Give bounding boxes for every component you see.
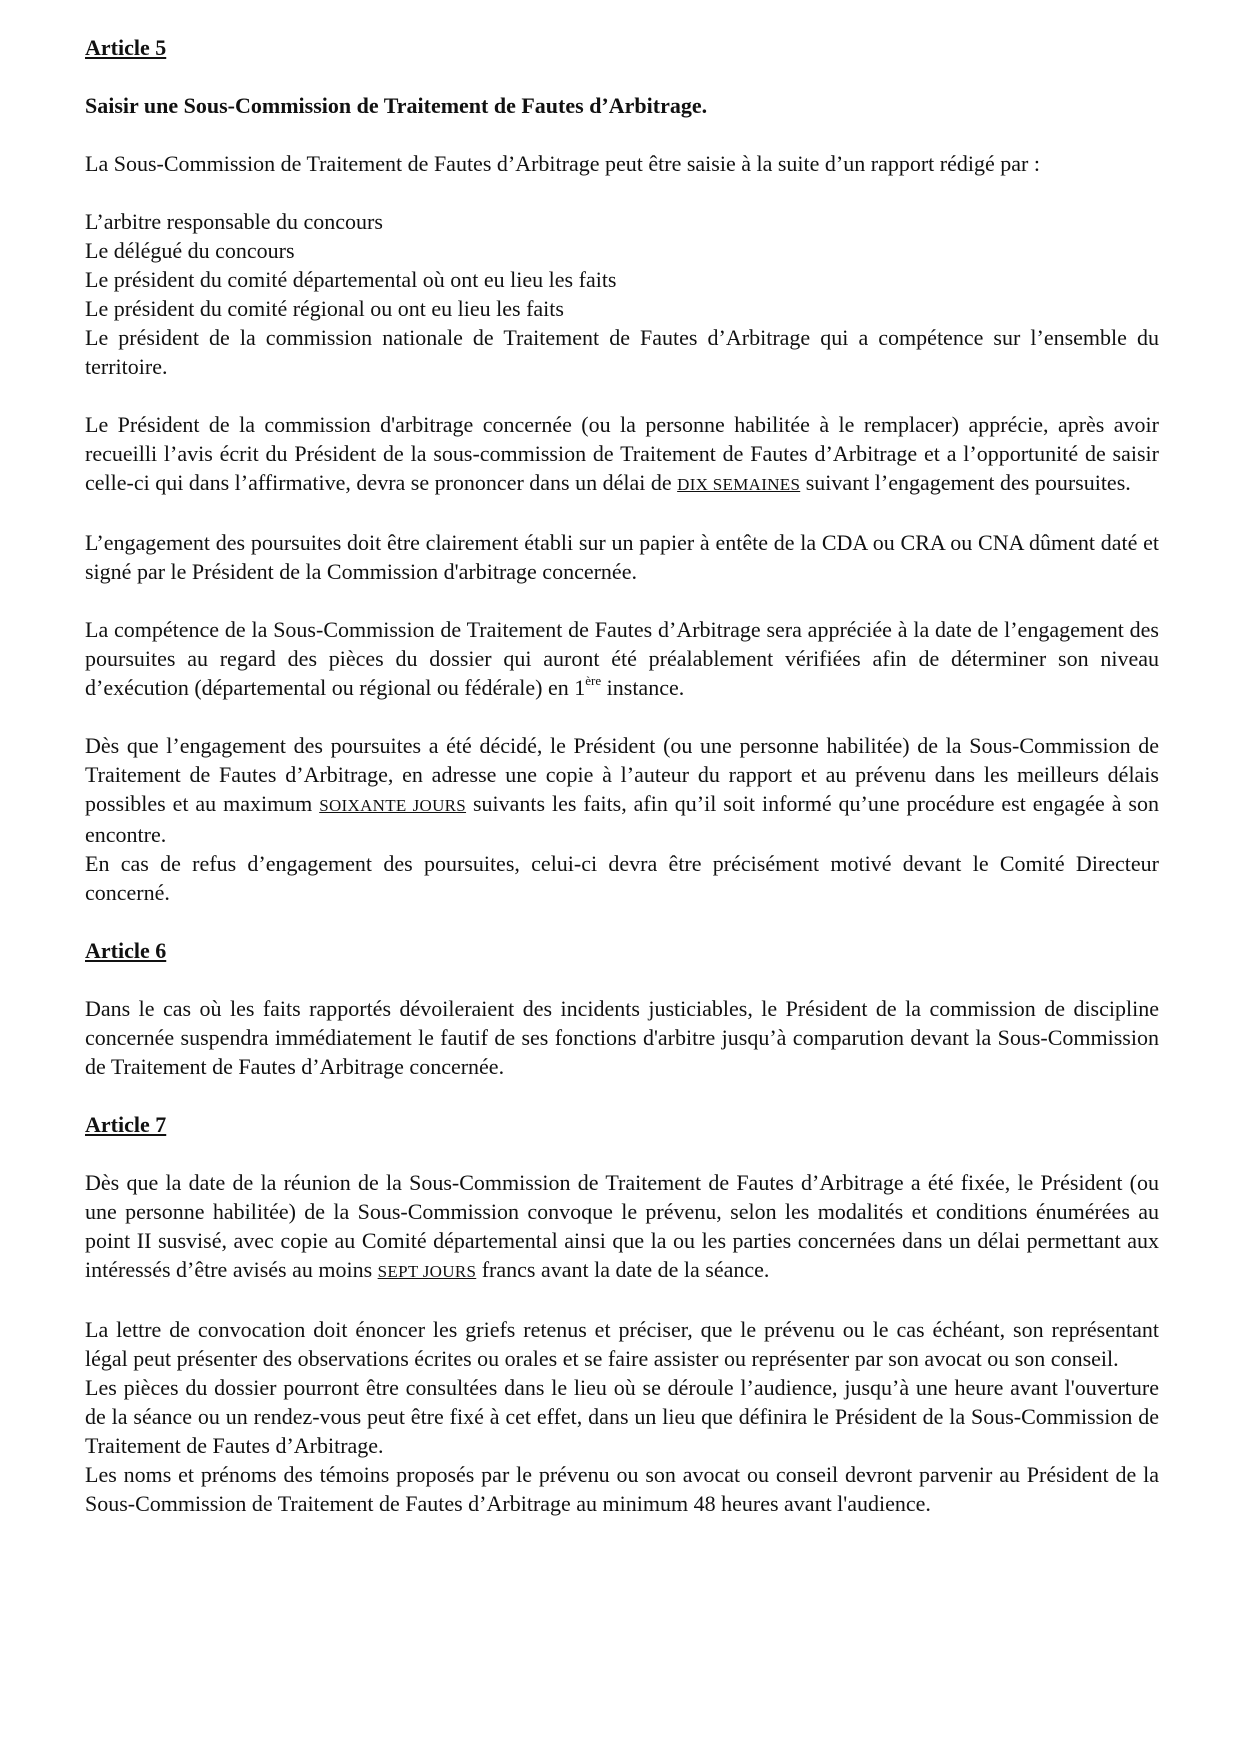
list-item: Le président du comité régional ou ont eu lieu les faits [85, 296, 564, 321]
list-item: Le président du comité départemental où ont eu lieu les faits [85, 267, 617, 292]
article-5-paragraph-1 [85, 410, 1159, 499]
paragraph-text: La compétence de la Sous-Commission de Traitement de Fautes d’Arbitrage sera appréciée à la date de l’engagement des poursuites au regard des pièces du dossier qui auront été préalablement vérifiées afin de déterminer son niveau d’exécution (départemental ou régional ou fédérale) en 1 [85, 617, 1159, 700]
deadline-emphasis: SEPT JOURS [377, 1262, 477, 1281]
article-5-subtitle: Saisir une Sous-Commission de Traitement de Fautes d’Arbitrage. [85, 93, 708, 118]
paragraph-text: Le Président de la commission d'arbitrage concernée (ou la personne habilitée à le remplacer) apprécie, après avoir recueilli l’avis écrit du Président de la sous-commission de Traitement de Fautes d’Arbitrage et a l’opportunité de saisir celle-ci qui dans l’affirmative, devra se prononcer dans un délai de [85, 412, 1159, 495]
article-7-paragraph-4: Les noms et prénoms des témoins proposés par le prévenu ou son avocat ou conseil devront parvenir au Président de la Sous-Commission de Traitement de Fautes d’Arbitrage au minimum 48 heures avant l'audience. [85, 1462, 1159, 1516]
paragraph-text: Dès que la date de la réunion de la Sous-Commission de Traitement de Fautes d’Arbitrage a été fixée, le Président (ou une personne habilitée) de la Sous-Commission convoque le prévenu, selon les modalités et conditions énumérées au point II susvisé, avec copie au Comité départemental ainsi que la ou les parties concernées dans un délai permettant aux intéressés d’être avisés au moins [85, 1170, 1159, 1282]
article-6-heading: Article 6 [85, 938, 167, 963]
article-7-paragraph-1 [85, 1168, 1159, 1286]
list-item: Le président de la commission nationale de Traitement de Fautes d’Arbitrage qui a compétence sur l’ensemble du territoire. [85, 325, 1159, 379]
superscript: ère [585, 672, 602, 688]
paragraph-text: Dès que l’engagement des poursuites a été décidé, le Président (ou une personne habilitée) de la Sous-Commission de Traitement de Fautes d’Arbitrage, en adresse une copie à l’auteur du rapport et au prévenu dans les meilleurs délais possibles et au maximum [85, 733, 1159, 816]
rapport-authors-list [85, 207, 1159, 381]
article-7-heading: Article 7 [85, 1112, 167, 1137]
article-7-paragraph-3: Les pièces du dossier pourront être consultées dans le lieu où se déroule l’audience, jusqu’à une heure avant l'ouverture de la séance ou un rendez-vous peut être fixé à cet effet, dans un lieu que définira le Président de la Sous-Commission de Traitement de Fautes d’Arbitrage. [85, 1375, 1159, 1458]
article-5-intro: La Sous-Commission de Traitement de Fautes d’Arbitrage peut être saisie à la suite d’un rapport rédigé par : [85, 151, 1040, 176]
article-5-heading: Article 5 [85, 35, 167, 60]
paragraph-text: suivant l’engagement des poursuites. [805, 470, 1131, 495]
paragraph-text: francs avant la date de la séance. [481, 1257, 770, 1282]
article-5-paragraph-5: En cas de refus d’engagement des poursuites, celui-ci devra être précisément motivé devant le Comité Directeur concerné. [85, 851, 1159, 905]
article-5-paragraph-2: L’engagement des poursuites doit être clairement établi sur un papier à entête de la CDA ou CRA ou CNA dûment daté et signé par le Président de la Commission d'arbitrage concernée. [85, 530, 1159, 584]
article-7-paragraph-2: La lettre de convocation doit énoncer les griefs retenus et préciser, que le prévenu ou le cas échéant, son représentant légal peut présenter des observations écrites ou orales et se faire assister ou représenter par son avocat ou son conseil. [85, 1317, 1159, 1371]
document-page [85, 33, 1159, 1518]
article-6-paragraph-1: Dans le cas où les faits rapportés dévoileraient des incidents justiciables, le Président de la commission de discipline concernée suspendra immédiatement le fautif de ses fonctions d'arbitre jusqu’à comparution devant la Sous-Commission de Traitement de Fautes d’Arbitrage concernée. [85, 996, 1159, 1079]
list-item: Le délégué du concours [85, 238, 295, 263]
paragraph-text: suivants les faits, afin qu’il soit informé qu’une procédure est engagée à son encontre. [85, 791, 1159, 847]
article-5-paragraph-3 [85, 615, 1159, 702]
deadline-emphasis: SOIXANTE JOURS [319, 796, 467, 815]
paragraph-text: instance. [606, 675, 685, 700]
deadline-emphasis: DIX SEMAINES [677, 475, 801, 494]
article-5-paragraph-4 [85, 731, 1159, 849]
list-item: L’arbitre responsable du concours [85, 209, 383, 234]
